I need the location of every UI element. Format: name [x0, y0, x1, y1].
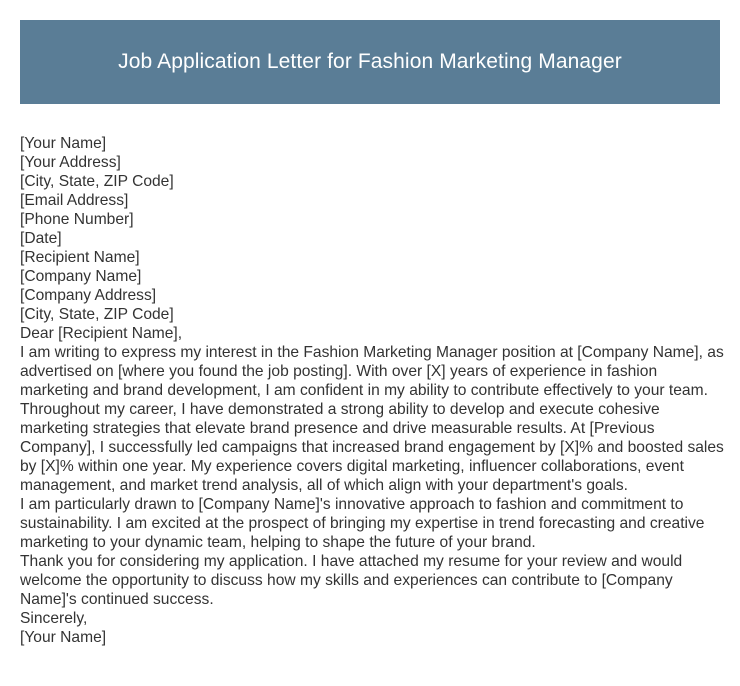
sender-city-state-zip: [City, State, ZIP Code]	[20, 173, 174, 190]
paragraph-closing: Thank you for considering my application. I have attached my resume for your review and would welcome the opportunity to discuss how my skills and experiences can contribute to [Company Name]'s continued success.	[20, 553, 683, 608]
sender-email: [Email Address]	[20, 192, 129, 209]
title-banner	[20, 20, 720, 104]
letter-body	[20, 134, 725, 647]
closing: Sincerely,	[20, 610, 88, 627]
sender-address: [Your Address]	[20, 154, 121, 171]
recipient-city-state-zip: [City, State, ZIP Code]	[20, 306, 174, 323]
sender-name: [Your Name]	[20, 135, 107, 152]
recipient-name: [Recipient Name]	[20, 249, 140, 266]
letter-date: [Date]	[20, 230, 62, 247]
recipient-company: [Company Name]	[20, 268, 142, 285]
sender-phone: [Phone Number]	[20, 211, 134, 228]
signature: [Your Name]	[20, 629, 107, 646]
page-title: Job Application Letter for Fashion Marketing Manager	[118, 50, 622, 73]
paragraph-motivation: I am particularly drawn to [Company Name]'s innovative approach to fashion and commitment to sustainability. I am excited at the prospect of bringing my expertise in trend forecasting and creative marketing to your dynamic team, helping to shape the future of your brand.	[20, 496, 705, 551]
salutation: Dear [Recipient Name],	[20, 325, 183, 342]
paragraph-experience: Throughout my career, I have demonstrated a strong ability to develop and execute cohesive marketing strategies that elevate brand presence and drive measurable results. At [Previous Company], I successfully led campaigns that increased brand engagement by [X]% and boosted sales by [X]% within one year. My experience covers digital marketing, influencer collaborations, event management, and market trend analysis, all of which align with your department's goals.	[20, 401, 724, 494]
recipient-company-address: [Company Address]	[20, 287, 157, 304]
paragraph-intro: I am writing to express my interest in the Fashion Marketing Manager position at [Company Name], as advertised on [where you found the job posting]. With over [X] years of experience in fashion marketing and brand development, I am confident in my ability to contribute effectively to your team.	[20, 344, 724, 399]
